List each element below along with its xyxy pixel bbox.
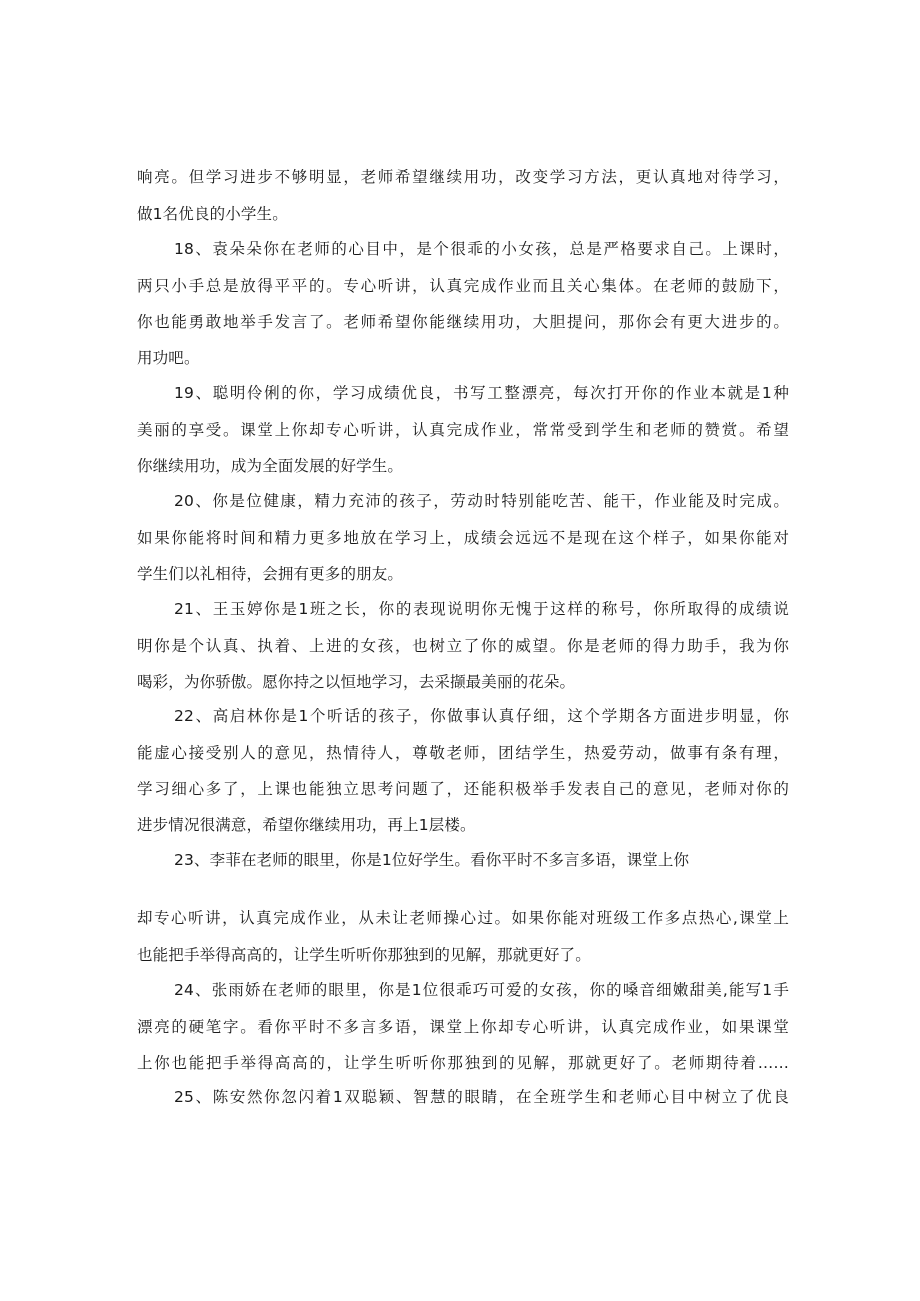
text-line: 响亮。但学习进步不够明显，老师希望继续用功，改变学习方法，更认真地对待学习， — [137, 168, 789, 186]
text-line: 能虚心接受别人的意见，热情待人，尊敬老师，团结学生，热爱劳动，做事有条有理， — [137, 744, 789, 762]
text-line: 23、李菲在老师的眼里，你是1位好学生。看你平时不多言多语，课堂上你 — [174, 851, 690, 869]
text-line: 学习细心多了，上课也能独立思考问题了，还能积极举手发表自己的意见，老师对你的 — [137, 780, 789, 798]
text-line: 21、王玉婷你是1班之长，你的表现说明你无愧于这样的称号，你所取得的成绩说 — [174, 600, 789, 618]
text-line: 18、袁朵朵你在老师的心目中，是个很乖的小女孩，总是严格要求自己。上课时， — [174, 240, 789, 258]
text-line: 25、陈安然你忽闪着1双聪颖、智慧的眼睛，在全班学生和老师心目中树立了优良 — [174, 1088, 789, 1106]
text-line: 19、聪明伶俐的你，学习成绩优良，书写工整漂亮，每次打开你的作业本就是1种 — [174, 384, 789, 402]
text-line: 两只小手总是放得平平的。专心听讲，认真完成作业而且关心集体。在老师的鼓励下， — [137, 277, 789, 295]
text-line: 美丽的享受。课堂上你却专心听讲，认真完成作业，常常受到学生和老师的赞赏。希望 — [137, 421, 789, 439]
text-line: 喝彩，为你骄傲。愿你持之以恒地学习，去采撷最美丽的花朵。 — [137, 673, 576, 691]
text-line: 明你是个认真、执着、上进的女孩，也树立了你的威望。你是老师的得力助手，我为你 — [137, 637, 789, 655]
text-line: 学生们以礼相待，会拥有更多的朋友。 — [137, 565, 404, 583]
text-line: 却专心听讲，认真完成作业，从未让老师操心过。如果你能对班级工作多点热心,课堂上 — [137, 909, 789, 927]
text-line: 进步情况很满意，希望你继续用功，再上1层楼。 — [137, 816, 476, 834]
text-line: 用功吧。 — [137, 349, 200, 367]
text-line: 做1名优良的小学生。 — [137, 205, 288, 223]
text-line: 上你也能把手举得高高的，让学生听听你那独到的见解，那就更好了。老师期待着…… — [137, 1054, 789, 1072]
text-line: 也能把手举得高高的，让学生听听你那独到的见解，那就更好了。 — [137, 946, 591, 964]
text-line: 漂亮的硬笔字。看你平时不多言多语，课堂上你却专心听讲，认真完成作业，如果课堂 — [137, 1018, 789, 1036]
text-line: 24、张雨娇在老师的眼里，你是1位很乖巧可爱的女孩，你的嗓音细嫩甜美,能写1手 — [174, 981, 789, 999]
text-line: 22、高启林你是1个听话的孩子，你做事认真仔细，这个学期各方面进步明显，你 — [174, 707, 789, 725]
text-line: 你继续用功，成为全面发展的好学生。 — [137, 457, 404, 475]
text-line: 如果你能将时间和精力更多地放在学习上，成绩会远远不是现在这个样子，如果你能对 — [137, 529, 789, 547]
text-line: 你也能勇敢地举手发言了。老师希望你能继续用功，大胆提问，那你会有更大进步的。 — [137, 313, 789, 331]
text-line: 20、你是位健康，精力充沛的孩子，劳动时特别能吃苦、能干，作业能及时完成。 — [174, 492, 789, 510]
